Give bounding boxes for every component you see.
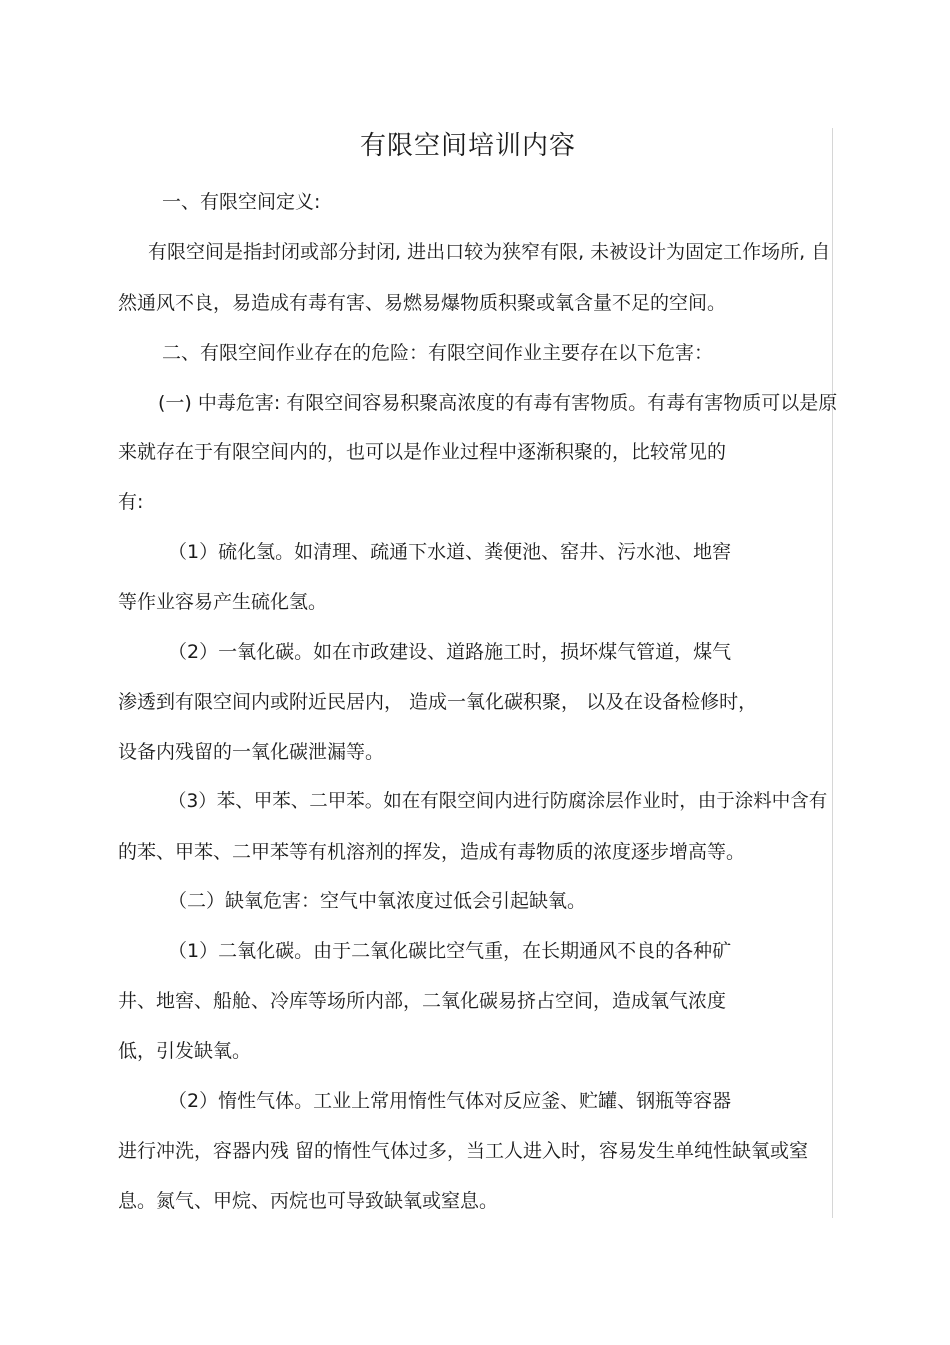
paragraph-line: 低，引发缺氧。 — [118, 1040, 252, 1062]
paragraph-line: 进行冲洗，容器内残 留的惰性气体过多，当工人进入时，容易发生单纯性缺氧或窒 — [118, 1140, 809, 1162]
margin-rule — [832, 128, 833, 1218]
page-title: 有限空间培训内容 — [359, 131, 576, 161]
paragraph-line: 渗透到有限空间内或附近民居内， 造成一氧化碳积聚， 以及在设备检修时， — [118, 691, 758, 713]
paragraph-line: 来就存在于有限空间内的，也可以是作业过程中逐渐积聚的，比较常见的 — [118, 441, 727, 463]
paragraph-line: 的苯、甲苯、二甲苯等有机溶剂的挥发，造成有毒物质的浓度逐步增高等。 — [118, 841, 746, 863]
section-heading-oxygen: （二）缺氧危害：空气中氧浓度过低会引起缺氧。 — [168, 890, 587, 912]
list-item: （3）苯、甲苯、二甲苯。如在有限空间内进行防腐涂层作业时，由于涂料中含有 — [168, 791, 828, 812]
paragraph-line: 有: — [118, 491, 144, 513]
list-item: （2）一氧化碳。如在市政建设、道路施工时，损坏煤气管道，煤气 — [168, 641, 732, 663]
paragraph-line: 等作业容易产生硫化氢。 — [118, 591, 328, 613]
list-item: （1）二氧化碳。由于二氧化碳比空气重，在长期通风不良的各种矿 — [168, 940, 732, 962]
paragraph-line: 有限空间是指封闭或部分封闭, 进出口较为狭窄有限, 未被设计为固定工作场所, 自 — [148, 241, 831, 263]
paragraph-line: 然通风不良，易造成有毒有害、易燃易爆物质积聚或氧含量不足的空间。 — [118, 292, 727, 314]
section-heading-definition: 一、有限空间定义: — [162, 191, 321, 213]
paragraph-line: 设备内残留的一氧化碳泄漏等。 — [118, 741, 385, 763]
paragraph-line: 息。氮气、甲烷、丙烷也可导致缺氧或窒息。 — [118, 1190, 499, 1212]
list-item: （1）硫化氢。如清理、疏通下水道、粪便池、窑井、污水池、地窖 — [168, 541, 732, 563]
paragraph-line: 井、地窖、船舱、冷库等场所内部，二氧化碳易挤占空间，造成氧气浓度 — [118, 990, 727, 1012]
section-heading-hazards: 二、有限空间作业存在的危险：有限空间作业主要存在以下危害： — [162, 342, 714, 364]
list-item: （2）惰性气体。工业上常用惰性气体对反应釜、贮罐、钢瓶等容器 — [168, 1090, 732, 1112]
paragraph-line: (一) 中毒危害: 有限空间容易积聚高浓度的有毒有害物质。有毒有害物质可以是原 — [158, 392, 838, 414]
